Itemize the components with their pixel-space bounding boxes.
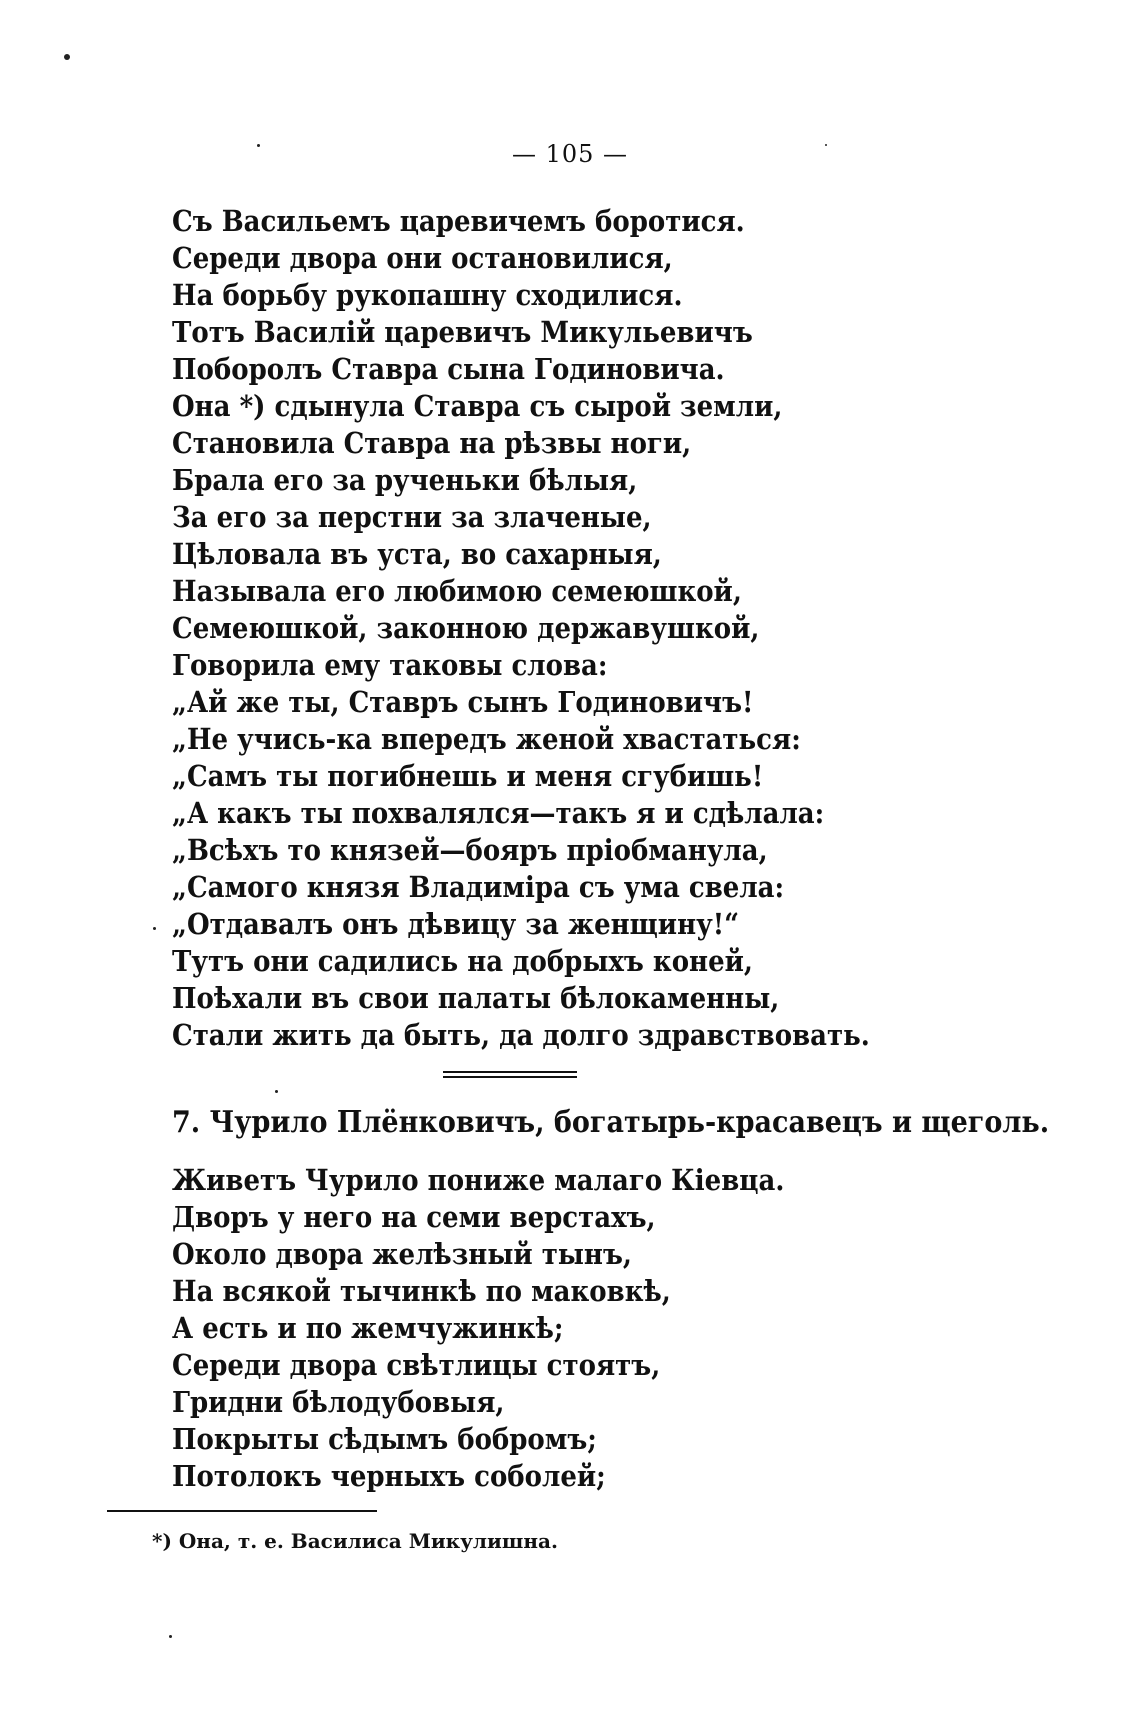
verse-line: Середи двора они остановилися, — [172, 242, 673, 276]
verse-line: Поборолъ Ставра сына Годиновича. — [172, 353, 725, 387]
verse-line: „Не учись-ка впередъ женой хвастаться: — [172, 723, 801, 757]
verse-line: „Самъ ты погибнешь и меня сгубишь! — [172, 760, 764, 794]
verse-line: Потолокъ черныхъ соболей; — [172, 1460, 606, 1494]
scan-speck — [169, 1635, 172, 1638]
verse-continued — [172, 204, 870, 1055]
verse-line: Поѣхали въ свои палаты бѣлокаменны, — [172, 982, 780, 1016]
verse-line: Съ Васильемъ царевичемъ боротися. — [172, 205, 745, 239]
verse-line: Называла его любимою семеюшкой, — [172, 575, 742, 609]
section-title: 7. Чурило Плёнковичъ, богатырь-красавецъ и щеголь. — [172, 1105, 1050, 1140]
page-number: — 105 — — [511, 140, 629, 168]
verse-line: „Самого князя Владиміра съ ума свела: — [172, 871, 785, 905]
verse-line: Живетъ Чурило пониже малаго Кіевца. — [172, 1164, 785, 1198]
verse-line: Тутъ они садились на добрыхъ коней, — [172, 945, 753, 979]
verse-line: Около двора желѣзный тынъ, — [172, 1238, 632, 1272]
verse-line: На всякой тычинкѣ по маковкѣ, — [172, 1275, 671, 1309]
scan-speck — [153, 927, 156, 930]
verse-line: За его за перстни за злаченые, — [172, 501, 652, 535]
verse-line: Середи двора свѣтлицы стоятъ, — [172, 1349, 661, 1383]
verse-line: Стали жить да быть, да долго здравствовать. — [172, 1019, 870, 1053]
verse-line: Гридни бѣлодубовыя, — [172, 1386, 505, 1420]
scan-speck — [825, 144, 827, 146]
scan-speck — [64, 54, 70, 60]
footnote: *) Она, т. е. Василиса Микулишна. — [152, 1529, 558, 1553]
verse-line: На борьбу рукопашну сходилися. — [172, 279, 683, 313]
verse-line: Дворъ у него на семи верстахъ, — [172, 1201, 656, 1235]
verse-line: „А какъ ты похвалялся—такъ я и сдѣлала: — [172, 797, 825, 831]
verse-line: „Ай же ты, Ставръ сынъ Годиновичъ! — [172, 686, 754, 720]
verse-line: Она *) сдынула Ставра съ сырой земли, — [172, 390, 783, 424]
verse-line: Тотъ Василій царевичъ Микульевичъ — [172, 316, 753, 350]
verse-line: Говорила ему таковы слова: — [172, 649, 608, 683]
section-verse — [172, 1163, 784, 1496]
verse-line: Цѣловала въ уста, во сахарныя, — [172, 538, 662, 572]
scan-speck — [257, 144, 260, 147]
verse-line: А есть и по жемчужинкѣ; — [172, 1312, 564, 1346]
verse-line: Брала его за рученьки бѣлыя, — [172, 464, 638, 498]
verse-line: Становила Ставра на рѣзвы ноги, — [172, 427, 692, 461]
verse-line: „Всѣхъ то князей—бояръ пріобманула, — [172, 834, 768, 868]
footnote-rule — [107, 1510, 377, 1512]
verse-line: Семеюшкой, законною державушкой, — [172, 612, 760, 646]
verse-line: Покрыты сѣдымъ бобромъ; — [172, 1423, 597, 1457]
section-divider — [443, 1071, 577, 1078]
scan-speck — [275, 1090, 278, 1093]
verse-line: „Отдавалъ онъ дѣвицу за женщину!“ — [172, 908, 740, 942]
